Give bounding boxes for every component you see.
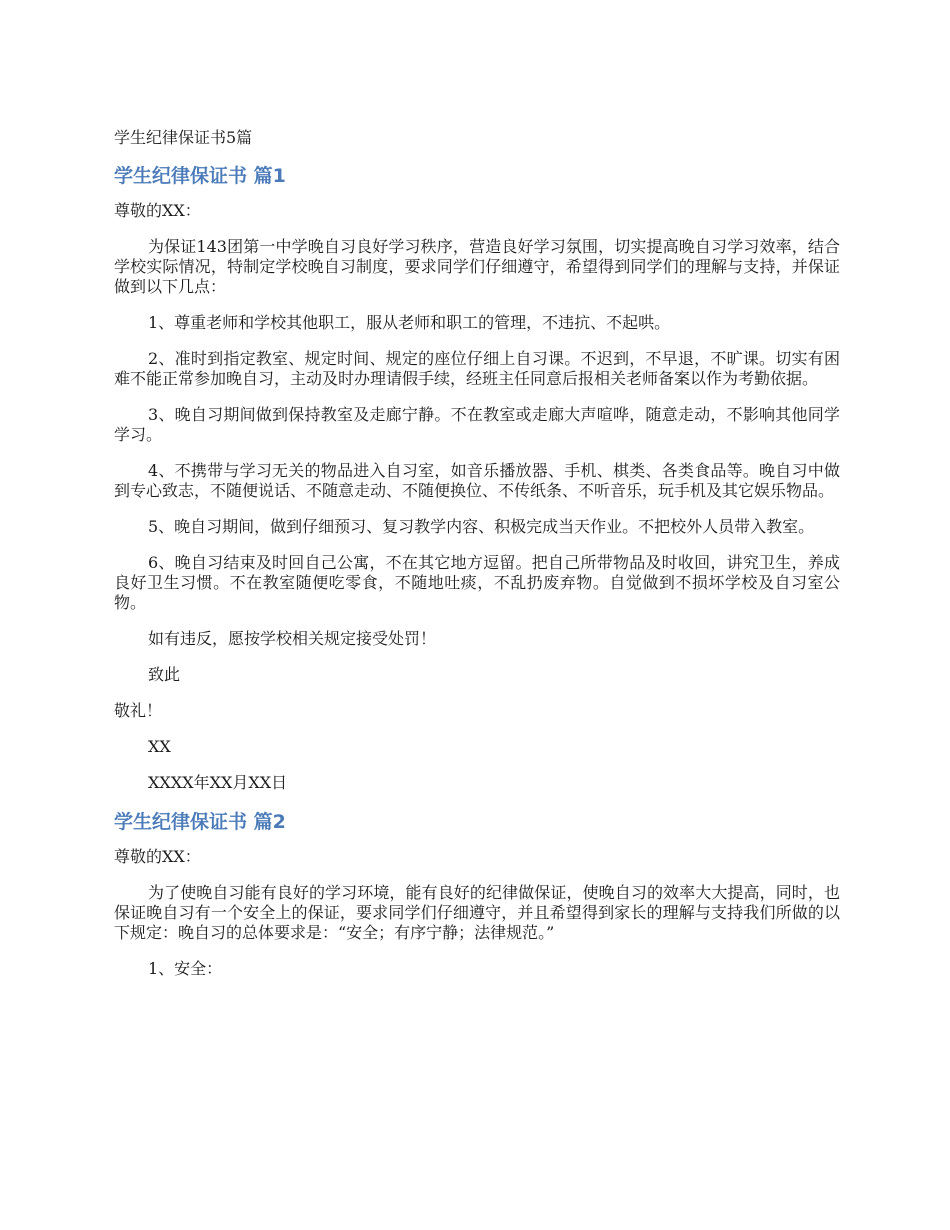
salutation: 尊敬的XX： [114,847,201,866]
document-page [114,127,840,995]
date: XXXX年XX月XX日 [148,773,288,792]
closing: 致此 [148,665,181,684]
paragraph: 为了使晚自习能有良好的学习环境，能有良好的纪律做保证，使晚自习的效率大大提高，同时，也保证晚自习有一个安全上的保证，要求同学们仔细遵守，并且希望得到家长的理解与支持我们所做的以下规定：晚自习的总体要求是：“安全；有序宁静；法律规范。” [114,883,840,942]
document-title: 学生纪律保证书5篇 [114,128,253,147]
regards: 敬礼！ [114,701,163,720]
paragraph: 5、晚自习期间，做到仔细预习、复习教学内容、积极完成当天作业。不把校外人员带入教室。 [148,517,815,536]
signature: XX [148,737,171,756]
section-heading-2: 学生纪律保证书 篇2 [114,811,286,833]
paragraph: 2、准时到指定教室、规定时间、规定的座位仔细上自习课。不迟到，不早退，不旷课。切实有困难不能正常参加晚自习，主动及时办理请假手续，经班主任同意后报相关老师备案以作为考勤依据。 [114,349,840,388]
paragraph: 4、不携带与学习无关的物品进入自习室，如音乐播放器、手机、棋类、各类食品等。晚自习中做到专心致志，不随便说话、不随意走动、不随便换位、不传纸条、不听音乐，玩手机及其它娱乐物品。 [114,461,840,500]
section-heading-1: 学生纪律保证书 篇1 [114,165,286,187]
salutation: 尊敬的XX： [114,201,201,220]
paragraph: 6、晚自习结束及时回自己公寓，不在其它地方逗留。把自己所带物品及时收回，讲究卫生，养成良好卫生习惯。不在教室随便吃零食，不随地吐痰，不乱扔废弃物。自觉做到不损坏学校及自习室公物。 [114,553,840,612]
paragraph: 1、尊重老师和学校其他职工，服从老师和职工的管理，不违抗、不起哄。 [148,313,671,332]
paragraph: 为保证143团第一中学晚自习良好学习秩序，营造良好学习氛围，切实提高晚自习学习效率，结合学校实际情况，特制定学校晚自习制度，要求同学们仔细遵守，希望得到同学们的理解与支持，并保证做到以下几点： [114,237,840,296]
paragraph: 3、晚自习期间做到保持教室及走廊宁静。不在教室或走廊大声喧哗，随意走动，不影响其他同学学习。 [114,405,840,444]
paragraph: 1、安全： [148,959,223,978]
paragraph: 如有违反，愿按学校相关规定接受处罚！ [148,629,437,648]
